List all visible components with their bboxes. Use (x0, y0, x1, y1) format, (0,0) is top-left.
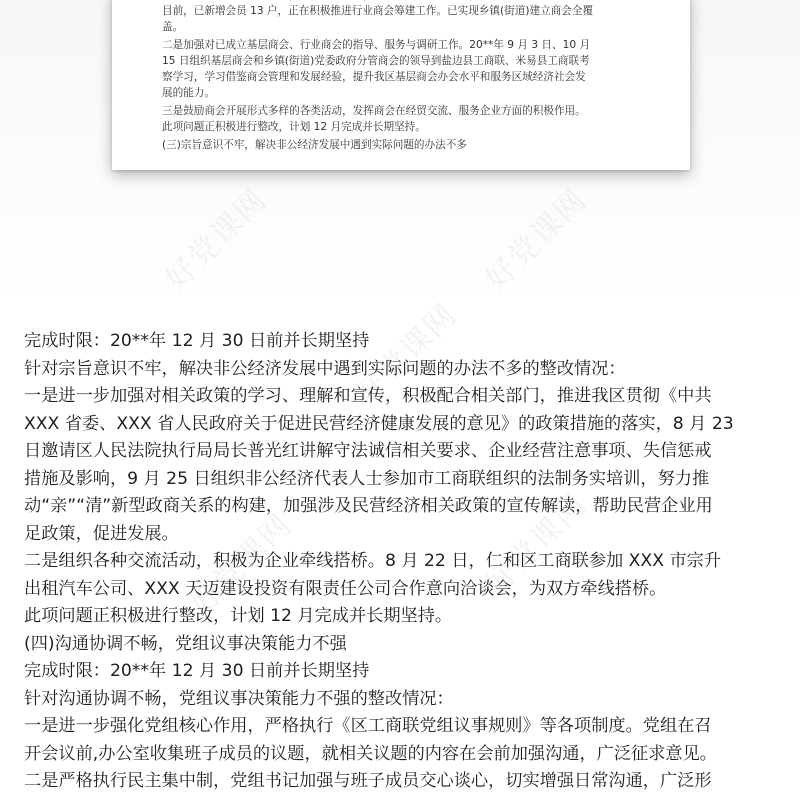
body-line: 二是组织各种交流活动，积极为企业牵线搭桥。8 月 22 日，仁和区工商联参加 XXX 市宗升 (24, 551, 722, 571)
body-line: 足政策，促进发展。 (24, 523, 179, 544)
watermark: 好党课网 (478, 486, 595, 603)
paper-line: (三)宗旨意识不牢，解决非公经济发展中遇到实际问题的办法不多 (162, 139, 467, 151)
body-line: 一是进一步加强对相关政策的学习、理解和宣传，积极配合相关部门，推进我区贯彻《中共 (24, 386, 712, 406)
body-line: 二是严格执行民主集中制，党组书记加强与班子成员交心谈心，切实增强日常沟通，广泛形 (24, 771, 712, 791)
watermark: 好党课网 (348, 296, 465, 413)
paper-line: 目前，已新增会员 13 户，正在积极推进行业商会筹建工作。已实现乡镇(街道)建立商会全覆 (162, 5, 594, 17)
body-line: (四)沟通协调不畅，党组议事决策能力不强 (24, 633, 347, 654)
body-line: 完成时限：20**年 12 月 30 日前并长期坚持 (24, 331, 370, 351)
body-line: 措施及影响，9 月 25 日组织非公经济代表人士参加市工商联组织的法制务实培训，努力推 (24, 468, 710, 489)
paper-line: 盖。 (162, 21, 184, 33)
body-line: 动“亲”“清”新型政商关系的构建，加强涉及民营经济相关政策的宣传解读，帮助民营企业用 (24, 496, 713, 516)
paper-line: 二是加强对已成立基层商会、行业商会的指导、服务与调研工作。20**年 9 月 3 日、10 月 (162, 39, 591, 51)
paper-line: 此项问题正积极进行整改，计划 12 月完成并长期坚持。 (162, 121, 426, 133)
paper-line: 展的能力。 (162, 87, 215, 99)
body-line: 此项问题正积极进行整改，计划 12 月完成并长期坚持。 (24, 606, 453, 626)
body-line: 一是进一步强化党组核心作用，严格执行《区工商联党组议事规则》等各项制度。党组在召 (24, 716, 712, 736)
body-line: 针对沟通协调不畅，党组议事决策能力不强的整改情况： (24, 688, 454, 709)
body-line: 开会议前,办公室收集班子成员的议题，就相关议题的内容在会前加强沟通，广泛征求意见。 (24, 743, 717, 764)
paper-line: 15 日组织基层商会和乡镇(街道)党委政府分管商会的领导到盐边县工商联、米易县工商联考 (162, 55, 590, 67)
paper-line: 三是鼓励商会开展形式多样的各类活动，发挥商会在经贸交流、服务企业方面的积极作用。 (162, 105, 586, 117)
body-line: 针对宗旨意识不牢，解决非公经济发展中遇到实际问题的办法不多的整改情况： (24, 358, 626, 379)
body-line: 出租汽车公司、XXX 天迈建设投资有限责任公司合作意向洽谈会，为双方牵线搭桥。 (24, 578, 667, 599)
document-body (24, 328, 784, 796)
watermark: 好党课网 (183, 506, 300, 623)
document-preview-card (112, 0, 690, 170)
body-line: 日邀请区人民法院执行局局长普光红讲解守法诚信相关要求、企业经营注意事项、失信惩戒 (24, 441, 712, 461)
body-line: 完成时限：20**年 12 月 30 日前并长期坚持 (24, 661, 370, 681)
body-line: XXX 省委、XXX 省人民政府关于促进民营经济健康发展的意见》的政策措施的落实，8 月 23 (24, 413, 734, 434)
paper-line: 察学习，学习借鉴商会管理和发展经验，提升我区基层商会办会水平和服务区域经济社会发 (162, 71, 586, 83)
